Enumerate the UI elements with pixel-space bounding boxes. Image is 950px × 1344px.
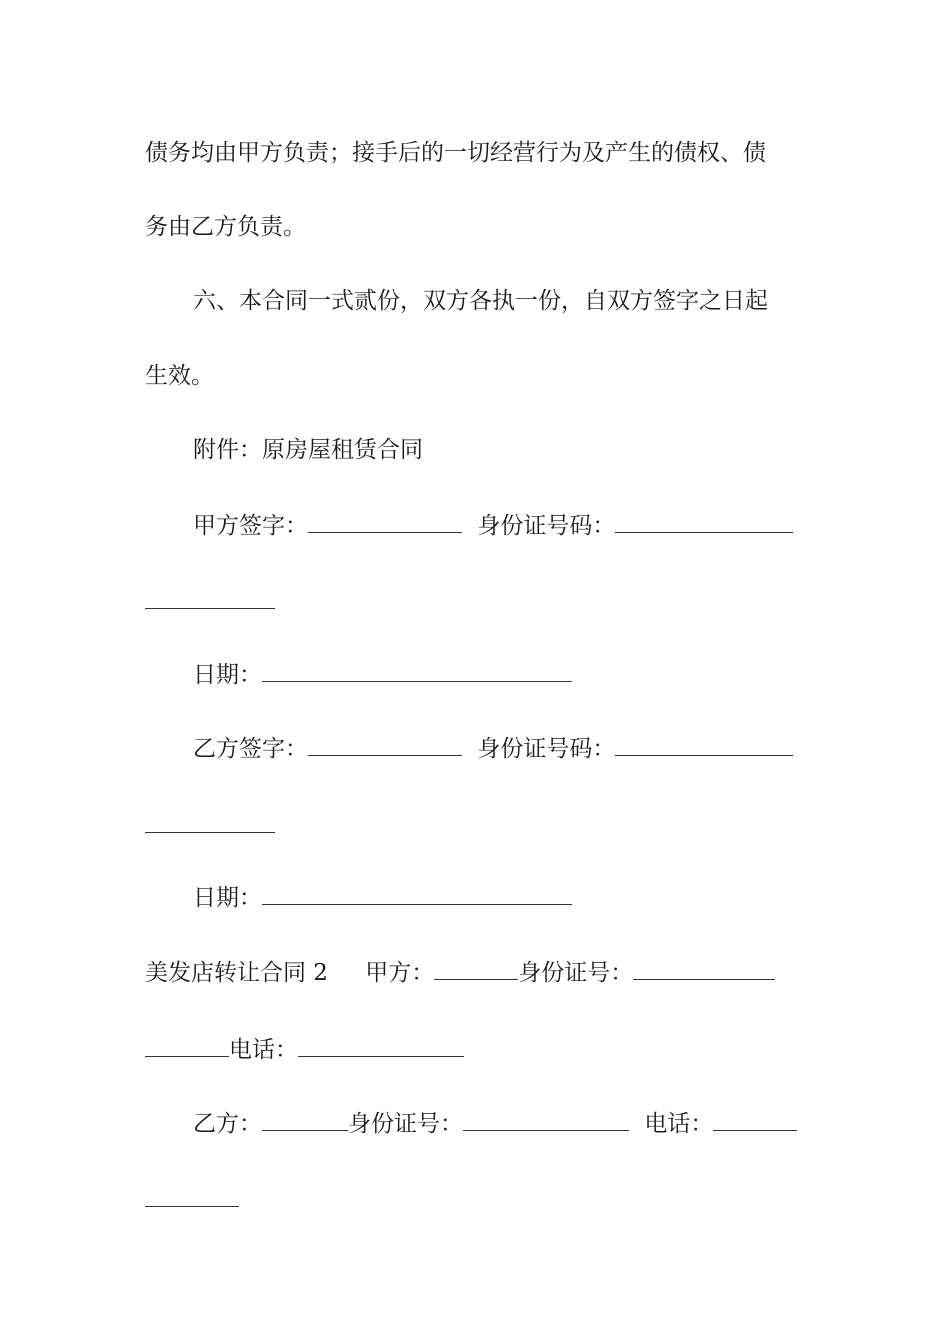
party-a-date-field[interactable] <box>262 659 572 682</box>
contract2-header-row <box>145 957 775 988</box>
party-b-date-field[interactable] <box>262 882 572 905</box>
contract2-party-b-phone-field-continued[interactable] <box>145 1206 239 1207</box>
contract2-id-label: 身份证号： <box>518 960 634 986</box>
party-a-sign-row <box>193 510 793 541</box>
paragraph-line: 债务均由甲方负责；接手后的一切经营行为及产生的债权、债 <box>145 140 766 166</box>
party-b-id-field-continued[interactable] <box>145 832 275 833</box>
contract2-phone-label: 电话： <box>229 1037 298 1063</box>
party-a-date-row <box>193 659 572 690</box>
party-b-date-label: 日期： <box>193 885 262 911</box>
contract2-party-b-phone-label: 电话： <box>644 1111 714 1137</box>
contract2-party-a-label: 甲方： <box>365 960 435 986</box>
contract2-party-a-field[interactable] <box>434 957 518 980</box>
contract2-party-b-row <box>193 1108 797 1139</box>
paragraph-line: 六、本合同一式贰份，双方各执一份，自双方签字之日起 <box>193 288 768 314</box>
paragraph-line: 生效。 <box>145 363 214 389</box>
party-b-sign-field[interactable] <box>308 733 462 756</box>
party-b-sign-row <box>193 733 793 764</box>
contract2-party-b-phone-field[interactable] <box>713 1108 797 1131</box>
contract2-phone-row <box>145 1034 464 1065</box>
contract2-id-field[interactable] <box>633 957 775 980</box>
party-a-id-label: 身份证号码： <box>477 513 616 539</box>
attachment-line: 附件：原房屋租赁合同 <box>193 437 423 463</box>
party-b-id-field[interactable] <box>615 733 793 756</box>
contract2-party-b-id-field[interactable] <box>463 1108 629 1131</box>
contract2-party-b-field[interactable] <box>262 1108 348 1131</box>
contract2-party-b-id-label: 身份证号： <box>348 1111 463 1137</box>
party-a-id-field-continued[interactable] <box>145 608 275 609</box>
contract2-id-field-continued[interactable] <box>145 1034 229 1057</box>
party-a-id-field[interactable] <box>615 510 793 533</box>
party-b-sign-label: 乙方签字： <box>193 736 308 762</box>
contract2-phone-field[interactable] <box>298 1034 464 1057</box>
party-a-date-label: 日期： <box>193 662 262 688</box>
party-a-sign-label: 甲方签字： <box>193 513 308 539</box>
contract2-title: 美发店转让合同 2 <box>145 960 328 986</box>
party-b-id-label: 身份证号码： <box>477 736 616 762</box>
party-a-sign-field[interactable] <box>308 510 462 533</box>
paragraph-line: 务由乙方负责。 <box>145 214 306 240</box>
contract2-party-b-label: 乙方： <box>193 1111 262 1137</box>
party-b-date-row <box>193 882 572 913</box>
